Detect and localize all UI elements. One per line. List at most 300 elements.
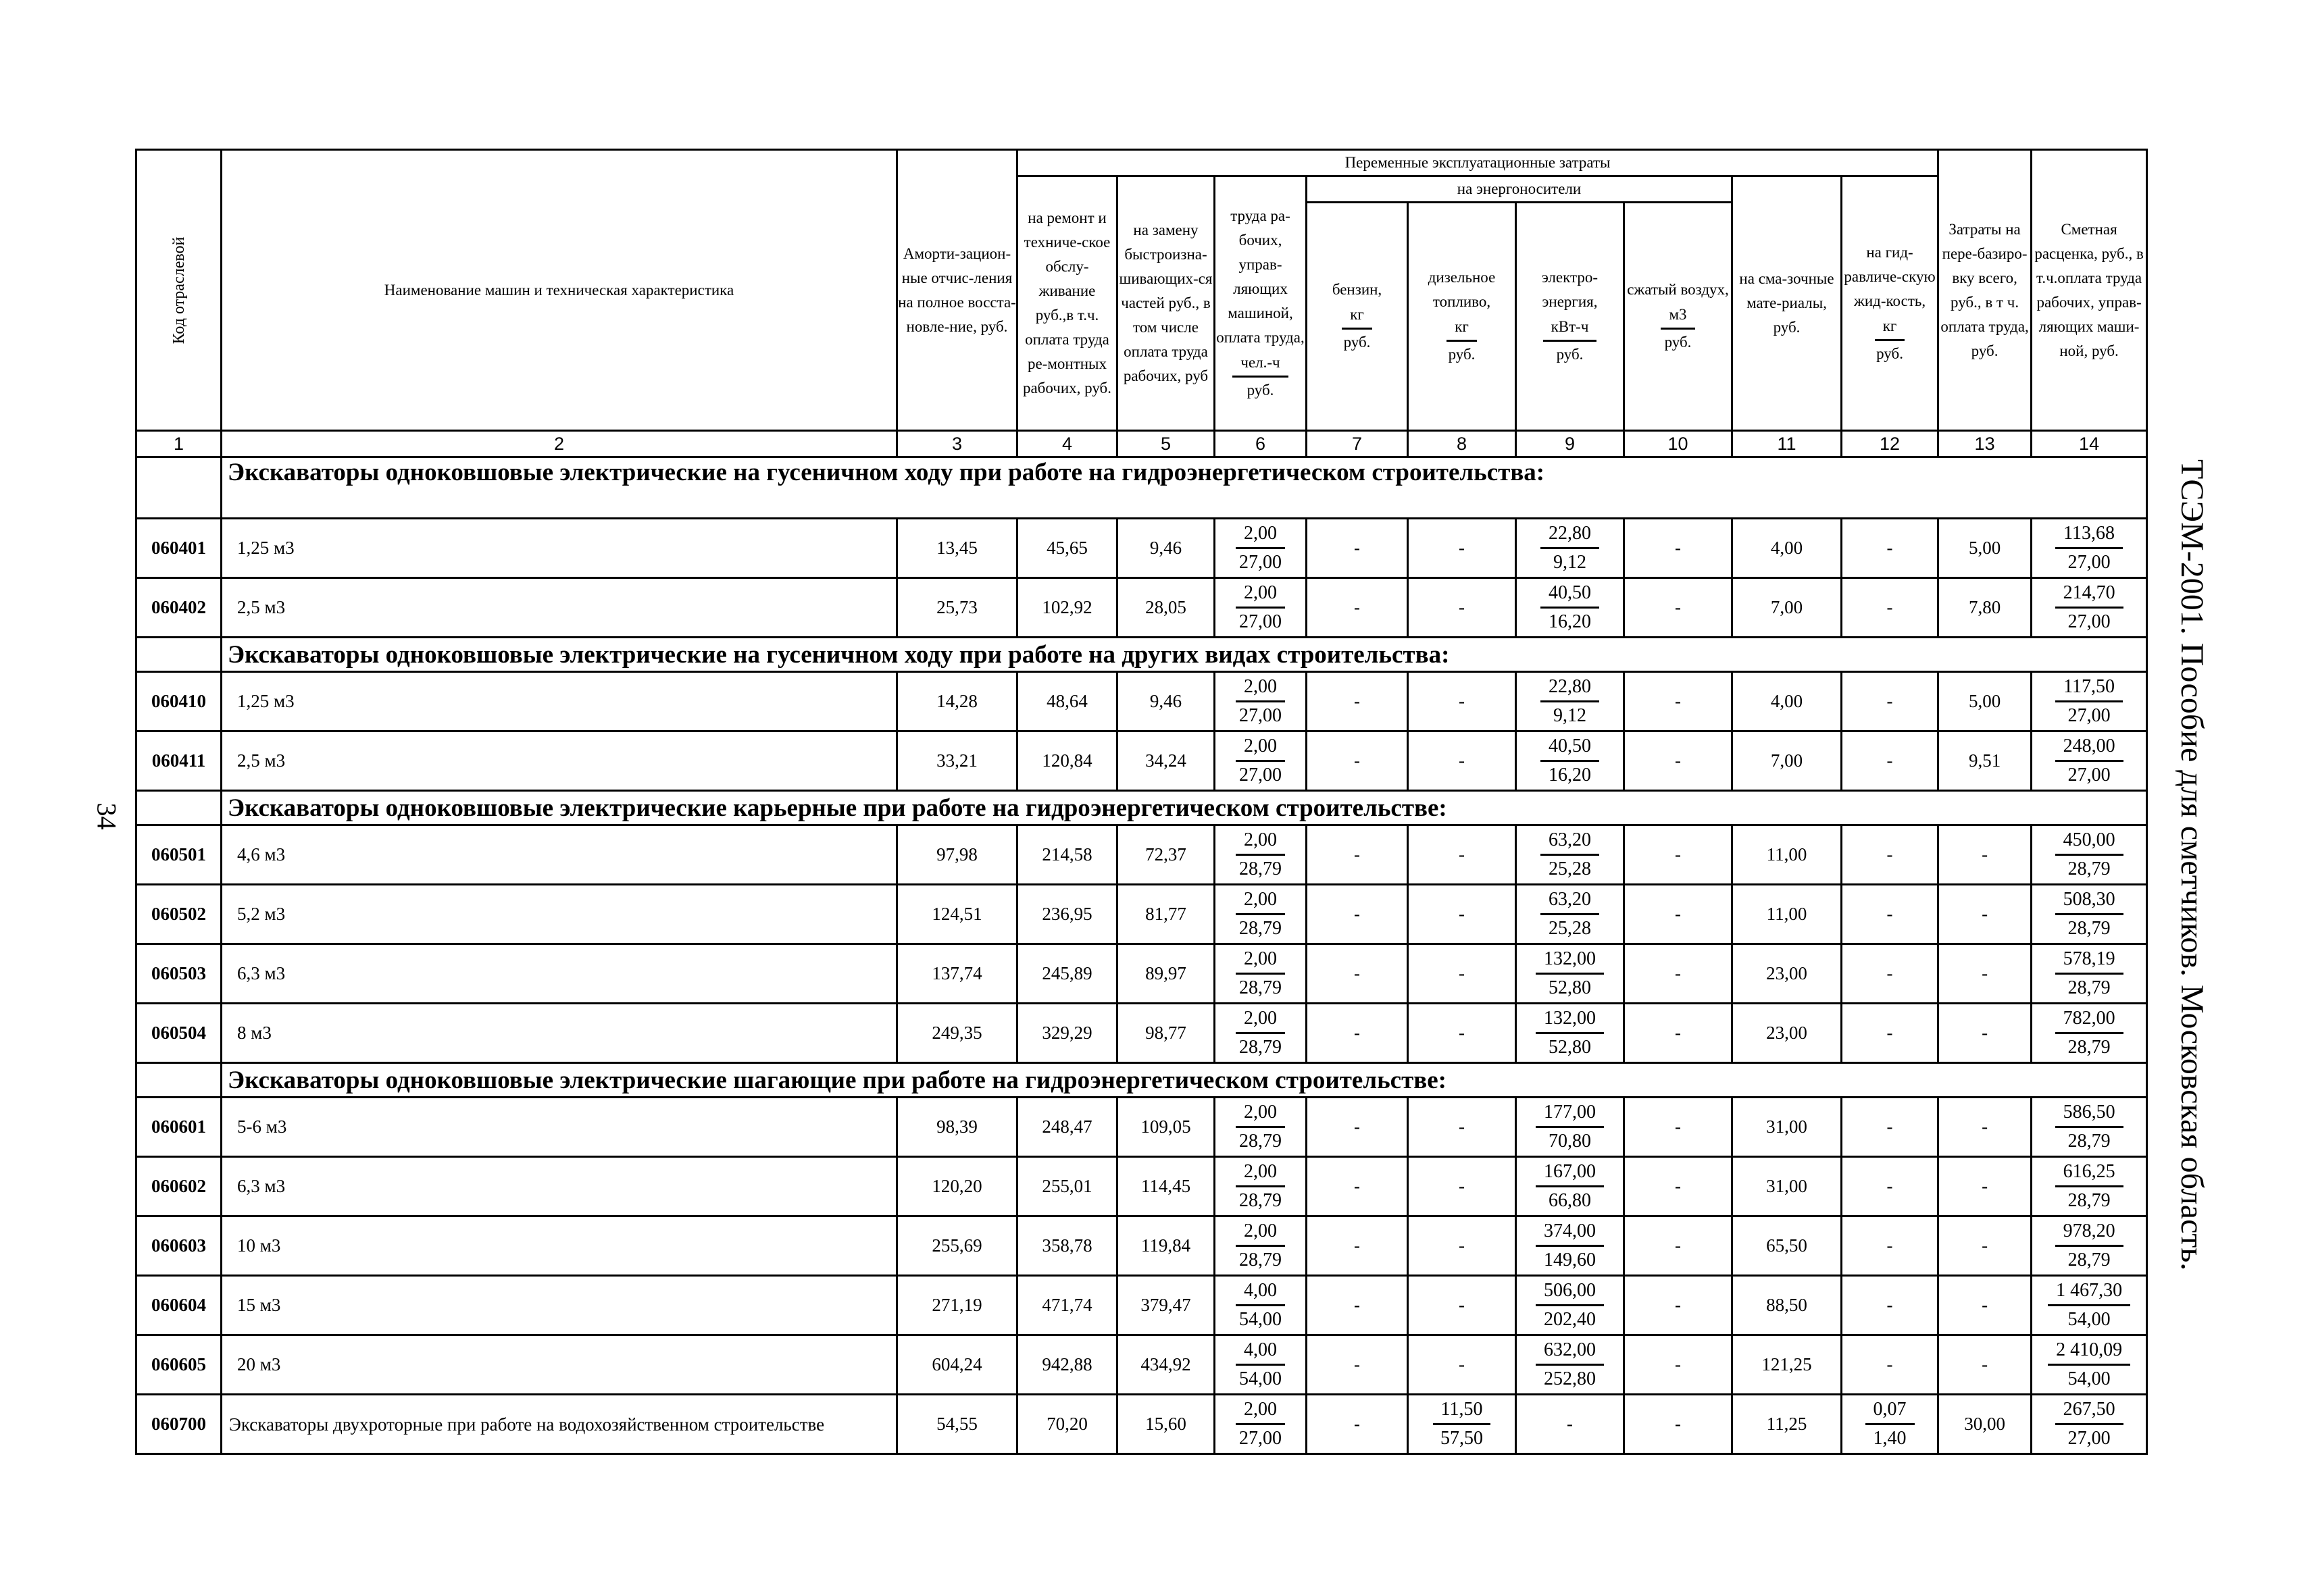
machine-code: 060503 — [136, 944, 222, 1004]
price-value-numerator: 2 410,09 — [2048, 1337, 2130, 1366]
price-value — [2032, 519, 2147, 578]
machine-name: 8 м3 — [222, 1004, 897, 1063]
electricity-value-denominator: 252,80 — [1544, 1368, 1596, 1389]
machine-code: 060605 — [136, 1335, 222, 1395]
machine-name: 20 м3 — [222, 1335, 897, 1395]
relocation-value: 7,80 — [1938, 578, 2032, 638]
section-blank-cell — [136, 457, 222, 519]
price-value — [2032, 1216, 2147, 1276]
labor-value-numerator: 2,00 — [1236, 946, 1285, 975]
lubricant-value: 7,00 — [1732, 578, 1842, 638]
amortization-value: 271,19 — [897, 1276, 1017, 1335]
air-value: - — [1624, 1395, 1732, 1454]
header-hydro — [1842, 176, 1938, 431]
amortization-value: 249,35 — [897, 1004, 1017, 1063]
machine-name: 2,5 м3 — [222, 578, 897, 638]
col-number: 12 — [1842, 431, 1938, 457]
electricity-value — [1516, 672, 1624, 731]
replace-parts-value: 98,77 — [1117, 1004, 1215, 1063]
labor-value-numerator: 2,00 — [1236, 886, 1285, 915]
electricity-value-numerator: 506,00 — [1536, 1277, 1604, 1306]
labor-value — [1215, 731, 1307, 791]
petrol-value: - — [1307, 1276, 1408, 1335]
labor-value-denominator: 28,79 — [1239, 1037, 1282, 1058]
price-value — [2032, 1335, 2147, 1395]
header-labor-text: труда ра-бочих, управ-ляющих машиной, оплата труда, — [1216, 207, 1305, 346]
labor-value-denominator: 28,79 — [1239, 977, 1282, 998]
amortization-value: 13,45 — [897, 519, 1017, 578]
section-title: Экскаваторы одноковшовые электрические карьерные при работе на гидроэнергетическом строительстве: — [222, 791, 2147, 825]
replace-parts-value: 379,47 — [1117, 1276, 1215, 1335]
air-value: - — [1624, 825, 1732, 885]
electricity-value-numerator: 374,00 — [1536, 1218, 1604, 1247]
price-value — [2032, 1276, 2147, 1335]
table-row — [136, 885, 2147, 944]
diesel-value: - — [1408, 578, 1516, 638]
price-value — [2032, 672, 2147, 731]
labor-value — [1215, 1276, 1307, 1335]
price-value-numerator: 214,70 — [2055, 580, 2123, 609]
relocation-value: - — [1938, 1098, 2032, 1157]
air-value: - — [1624, 1216, 1732, 1276]
lubricant-value: 65,50 — [1732, 1216, 1842, 1276]
relocation-value: - — [1938, 1276, 2032, 1335]
hydraulic-fluid-value-numerator: 0,07 — [1865, 1396, 1915, 1425]
header-air — [1624, 203, 1732, 431]
labor-value-denominator: 27,00 — [1239, 705, 1282, 726]
header-hydro-den: руб. — [1876, 344, 1903, 362]
relocation-value: - — [1938, 825, 2032, 885]
electricity-value — [1516, 731, 1624, 791]
petrol-value: - — [1307, 578, 1408, 638]
labor-value — [1215, 944, 1307, 1004]
header-replace: на замену быстроизна-шивающих-ся частей руб., в том числе оплата труда рабочих, руб — [1117, 176, 1215, 431]
header-diesel-den: руб. — [1448, 346, 1476, 363]
price-value-numerator: 578,19 — [2055, 946, 2123, 975]
electricity-value-denominator: 66,80 — [1549, 1190, 1591, 1211]
relocation-value: - — [1938, 1004, 2032, 1063]
relocation-value: - — [1938, 1216, 2032, 1276]
lubricant-value: 23,00 — [1732, 944, 1842, 1004]
repair-value: 102,92 — [1017, 578, 1117, 638]
labor-value-numerator: 2,00 — [1236, 673, 1285, 702]
price-value-denominator: 28,79 — [2067, 977, 2111, 998]
electricity-value-denominator: 202,40 — [1544, 1309, 1596, 1330]
labor-value — [1215, 1335, 1307, 1395]
machine-name: Экскаваторы двухроторные при работе на водохозяйственном строительстве — [222, 1395, 897, 1454]
electricity-value-numerator: 132,00 — [1536, 1005, 1604, 1034]
machine-code: 060401 — [136, 519, 222, 578]
table-row — [136, 672, 2147, 731]
col-number: 4 — [1017, 431, 1117, 457]
relocation-value: - — [1938, 1157, 2032, 1216]
amortization-value: 120,20 — [897, 1157, 1017, 1216]
labor-value-numerator: 2,00 — [1236, 580, 1285, 609]
header-energy-group: на энергоносители — [1307, 176, 1732, 203]
electricity-value-numerator: 167,00 — [1536, 1158, 1604, 1187]
col-number: 5 — [1117, 431, 1215, 457]
diesel-value: - — [1408, 1276, 1516, 1335]
price-value-denominator: 27,00 — [2067, 1428, 2111, 1449]
petrol-value: - — [1307, 885, 1408, 944]
repair-value: 329,29 — [1017, 1004, 1117, 1063]
col-number: 11 — [1732, 431, 1842, 457]
labor-value-numerator: 4,00 — [1236, 1277, 1285, 1306]
replace-parts-value: 109,05 — [1117, 1098, 1215, 1157]
header-amort: Аморти-зацион-ные отчис-ления на полное восста-новле-ние, руб. — [897, 150, 1017, 431]
hydraulic-fluid-value: - — [1842, 1004, 1938, 1063]
electricity-value-numerator: 177,00 — [1536, 1099, 1604, 1128]
col-number: 8 — [1408, 431, 1516, 457]
machine-code: 060410 — [136, 672, 222, 731]
labor-value — [1215, 1004, 1307, 1063]
amortization-value: 255,69 — [897, 1216, 1017, 1276]
price-value-numerator: 616,25 — [2055, 1158, 2123, 1187]
price-value-denominator: 28,79 — [2067, 918, 2111, 939]
machine-name: 4,6 м3 — [222, 825, 897, 885]
header-price: Сметная расценка, руб., в т.ч.оплата труда рабочих, управ-ляющих маши- ной, руб. — [2032, 150, 2147, 431]
air-value: - — [1624, 944, 1732, 1004]
lubricant-value: 11,25 — [1732, 1395, 1842, 1454]
petrol-value: - — [1307, 1216, 1408, 1276]
hydraulic-fluid-value: - — [1842, 825, 1938, 885]
electricity-value-denominator: 25,28 — [1549, 858, 1591, 879]
header-labor-den: руб. — [1247, 381, 1274, 398]
petrol-value: - — [1307, 1395, 1408, 1454]
diesel-value: - — [1408, 1004, 1516, 1063]
electricity-value-denominator: 52,80 — [1549, 1037, 1591, 1058]
lubricant-value: 88,50 — [1732, 1276, 1842, 1335]
price-value-denominator: 28,79 — [2067, 1250, 2111, 1270]
petrol-value: - — [1307, 519, 1408, 578]
section-title: Экскаваторы одноковшовые электрические на гусеничном ходу при работе на других видах строительства: — [222, 638, 2147, 672]
labor-value — [1215, 1395, 1307, 1454]
price-value — [2032, 1004, 2147, 1063]
price-value-numerator: 782,00 — [2055, 1005, 2123, 1034]
hydraulic-fluid-value: - — [1842, 885, 1938, 944]
hydraulic-fluid-value: - — [1842, 1335, 1938, 1395]
petrol-value: - — [1307, 1157, 1408, 1216]
amortization-value: 604,24 — [897, 1335, 1017, 1395]
machine-code: 060504 — [136, 1004, 222, 1063]
electricity-value-denominator: 149,60 — [1544, 1250, 1596, 1270]
replace-parts-value: 9,46 — [1117, 519, 1215, 578]
labor-value-numerator: 2,00 — [1236, 1218, 1285, 1247]
header-variable-group: Переменные эксплуатационные затраты — [1017, 150, 1938, 176]
labor-value-denominator: 27,00 — [1239, 1428, 1282, 1449]
header-electricity — [1516, 203, 1624, 431]
price-value — [2032, 1157, 2147, 1216]
header-repair: на ремонт и техниче-ское обслу-живание руб.,в т.ч. оплата труда ре-монтных рабочих, руб. — [1017, 176, 1117, 431]
price-value — [2032, 731, 2147, 791]
header-elec-den: руб. — [1556, 346, 1584, 363]
diesel-value: - — [1408, 1216, 1516, 1276]
electricity-value — [1516, 1004, 1624, 1063]
hydraulic-fluid-value: - — [1842, 731, 1938, 791]
electricity-value-denominator: 9,12 — [1553, 552, 1586, 573]
replace-parts-value: 114,45 — [1117, 1157, 1215, 1216]
section-title: Экскаваторы одноковшовые электрические шагающие при работе на гидроэнергетическом строительстве: — [222, 1063, 2147, 1098]
replace-parts-value: 119,84 — [1117, 1216, 1215, 1276]
diesel-value: - — [1408, 519, 1516, 578]
price-value-denominator: 28,79 — [2067, 1037, 2111, 1058]
header-lube: на сма-зочные мате-риалы, руб. — [1732, 176, 1842, 431]
table-row — [136, 731, 2147, 791]
air-value: - — [1624, 1098, 1732, 1157]
electricity-value — [1516, 1335, 1624, 1395]
air-value: - — [1624, 519, 1732, 578]
header-name: Наименование машин и техническая характеристика — [222, 150, 897, 431]
price-value-numerator: 978,20 — [2055, 1218, 2123, 1247]
repair-value: 255,01 — [1017, 1157, 1117, 1216]
diesel-value: - — [1408, 885, 1516, 944]
section-title: Экскаваторы одноковшовые электрические на гусеничном ходу при работе на гидроэнергетическом строительства: — [222, 457, 2147, 519]
col-number: 1 — [136, 431, 222, 457]
table-row — [136, 1004, 2147, 1063]
electricity-value — [1516, 1098, 1624, 1157]
table-row — [136, 1276, 2147, 1335]
air-value: - — [1624, 1004, 1732, 1063]
diesel-value: - — [1408, 1157, 1516, 1216]
labor-value-numerator: 2,00 — [1236, 1158, 1285, 1187]
petrol-value: - — [1307, 944, 1408, 1004]
diesel-value — [1408, 1395, 1516, 1454]
section-header-row — [136, 638, 2147, 672]
replace-parts-value: 28,05 — [1117, 578, 1215, 638]
price-value — [2032, 1395, 2147, 1454]
labor-value-denominator: 27,00 — [1239, 552, 1282, 573]
header-code-label: Код отраслевой — [170, 236, 188, 344]
petrol-value: - — [1307, 1335, 1408, 1395]
machine-code: 060402 — [136, 578, 222, 638]
lubricant-value: 121,25 — [1732, 1335, 1842, 1395]
table-row — [136, 825, 2147, 885]
air-value: - — [1624, 885, 1732, 944]
section-header-row — [136, 457, 2147, 519]
labor-value-numerator: 2,00 — [1236, 827, 1285, 856]
air-value: - — [1624, 672, 1732, 731]
labor-value — [1215, 1157, 1307, 1216]
repair-value: 248,47 — [1017, 1098, 1117, 1157]
price-value-numerator: 586,50 — [2055, 1099, 2123, 1128]
hydraulic-fluid-value — [1842, 1395, 1938, 1454]
table-row — [136, 1098, 2147, 1157]
header-elec-text: электро-энергия, — [1541, 269, 1598, 310]
diesel-value: - — [1408, 731, 1516, 791]
amortization-value: 54,55 — [897, 1395, 1017, 1454]
lubricant-value: 23,00 — [1732, 1004, 1842, 1063]
header-diesel — [1408, 203, 1516, 431]
repair-value: 236,95 — [1017, 885, 1117, 944]
labor-value-denominator: 28,79 — [1239, 1190, 1282, 1211]
col-number: 3 — [897, 431, 1017, 457]
price-value-denominator: 28,79 — [2067, 1131, 2111, 1152]
header-petrol-text: бензин, — [1332, 281, 1382, 298]
hydraulic-fluid-value: - — [1842, 1098, 1938, 1157]
labor-value-numerator: 4,00 — [1236, 1337, 1285, 1366]
electricity-value-denominator: 70,80 — [1549, 1131, 1591, 1152]
price-value-numerator: 450,00 — [2055, 827, 2123, 856]
price-value — [2032, 578, 2147, 638]
hydraulic-fluid-value: - — [1842, 1157, 1938, 1216]
electricity-value-numerator: 63,20 — [1540, 827, 1599, 856]
diesel-value: - — [1408, 1335, 1516, 1395]
diesel-value: - — [1408, 1098, 1516, 1157]
relocation-value: 5,00 — [1938, 672, 2032, 731]
price-value-denominator: 27,00 — [2067, 765, 2111, 786]
air-value: - — [1624, 578, 1732, 638]
relocation-value: - — [1938, 944, 2032, 1004]
price-value — [2032, 944, 2147, 1004]
lubricant-value: 4,00 — [1732, 672, 1842, 731]
labor-value — [1215, 885, 1307, 944]
hydraulic-fluid-value: - — [1842, 578, 1938, 638]
electricity-value: - — [1516, 1395, 1624, 1454]
labor-value-denominator: 27,00 — [1239, 611, 1282, 632]
header-elec-num: кВт-ч — [1543, 314, 1597, 342]
price-value — [2032, 885, 2147, 944]
table-body — [136, 457, 2147, 1454]
labor-value-denominator: 27,00 — [1239, 765, 1282, 786]
replace-parts-value: 89,97 — [1117, 944, 1215, 1004]
amortization-value: 98,39 — [897, 1098, 1017, 1157]
header-hydro-num: кг — [1875, 313, 1905, 341]
petrol-value: - — [1307, 731, 1408, 791]
air-value: - — [1624, 1276, 1732, 1335]
lubricant-value: 31,00 — [1732, 1098, 1842, 1157]
col-number: 9 — [1516, 431, 1624, 457]
relocation-value: 5,00 — [1938, 519, 2032, 578]
machine-name: 15 м3 — [222, 1276, 897, 1335]
replace-parts-value: 72,37 — [1117, 825, 1215, 885]
table-row — [136, 1395, 2147, 1454]
diesel-value-numerator: 11,50 — [1433, 1396, 1491, 1425]
price-value — [2032, 1098, 2147, 1157]
amortization-value: 124,51 — [897, 885, 1017, 944]
col-number: 13 — [1938, 431, 2032, 457]
electricity-value-numerator: 132,00 — [1536, 946, 1604, 975]
machine-name: 1,25 м3 — [222, 519, 897, 578]
labor-value — [1215, 672, 1307, 731]
table-row — [136, 519, 2147, 578]
electricity-value-numerator: 63,20 — [1540, 886, 1599, 915]
table-row — [136, 1157, 2147, 1216]
price-value-denominator: 27,00 — [2067, 611, 2111, 632]
electricity-value — [1516, 885, 1624, 944]
price-value-denominator: 54,00 — [2067, 1368, 2111, 1389]
labor-value-numerator: 2,00 — [1236, 1005, 1285, 1034]
electricity-value-numerator: 40,50 — [1540, 733, 1599, 762]
price-value-denominator: 28,79 — [2067, 858, 2111, 879]
labor-value-denominator: 54,00 — [1239, 1309, 1282, 1330]
labor-value-denominator: 28,79 — [1239, 918, 1282, 939]
header-petrol-num: кг — [1342, 302, 1372, 330]
relocation-value: 9,51 — [1938, 731, 2032, 791]
machine-name: 5,2 м3 — [222, 885, 897, 944]
repair-value: 942,88 — [1017, 1335, 1117, 1395]
price-value-numerator: 1 467,30 — [2048, 1277, 2130, 1306]
page-number: 34 — [91, 802, 122, 830]
diesel-value-denominator: 57,50 — [1440, 1428, 1483, 1449]
section-header-row — [136, 791, 2147, 825]
labor-value-denominator: 28,79 — [1239, 1250, 1282, 1270]
table-row — [136, 1216, 2147, 1276]
electricity-value-denominator: 16,20 — [1549, 611, 1591, 632]
repair-value: 358,78 — [1017, 1216, 1117, 1276]
header-hydro-text: на гид-равличе-скую жид-кость, — [1844, 243, 1936, 309]
header-labor-num: чел.-ч — [1232, 350, 1288, 378]
lubricant-value: 7,00 — [1732, 731, 1842, 791]
machine-name: 5-6 м3 — [222, 1098, 897, 1157]
relocation-value: 30,00 — [1938, 1395, 2032, 1454]
header-labor — [1215, 176, 1307, 431]
diesel-value: - — [1408, 825, 1516, 885]
machine-name: 6,3 м3 — [222, 944, 897, 1004]
price-value-denominator: 27,00 — [2067, 705, 2111, 726]
price-value-numerator: 117,50 — [2055, 673, 2123, 702]
diesel-value: - — [1408, 944, 1516, 1004]
col-number: 14 — [2032, 431, 2147, 457]
section-blank-cell — [136, 638, 222, 672]
side-title: ТСЭМ-2001. Пособие для сметчиков. Московская область. — [2174, 459, 2210, 1271]
machine-code: 060601 — [136, 1098, 222, 1157]
relocation-value: - — [1938, 1335, 2032, 1395]
table-header — [136, 150, 2147, 457]
labor-value-numerator: 2,00 — [1236, 1396, 1285, 1425]
machine-name: 2,5 м3 — [222, 731, 897, 791]
relocation-value: - — [1938, 885, 2032, 944]
electricity-value — [1516, 944, 1624, 1004]
machine-code: 060603 — [136, 1216, 222, 1276]
machine-code: 060411 — [136, 731, 222, 791]
labor-value-denominator: 54,00 — [1239, 1368, 1282, 1389]
price-value-denominator: 54,00 — [2067, 1309, 2111, 1330]
replace-parts-value: 434,92 — [1117, 1335, 1215, 1395]
price-value-denominator: 28,79 — [2067, 1190, 2111, 1211]
hydraulic-fluid-value: - — [1842, 944, 1938, 1004]
petrol-value: - — [1307, 1098, 1408, 1157]
lubricant-value: 11,00 — [1732, 885, 1842, 944]
section-header-row — [136, 1063, 2147, 1098]
price-table-sheet — [135, 149, 2146, 1455]
repair-value: 48,64 — [1017, 672, 1117, 731]
header-air-den: руб. — [1664, 334, 1692, 351]
labor-value — [1215, 578, 1307, 638]
hydraulic-fluid-value: - — [1842, 1216, 1938, 1276]
amortization-value: 14,28 — [897, 672, 1017, 731]
electricity-value — [1516, 519, 1624, 578]
column-numbers-row — [136, 431, 2147, 457]
price-value-numerator: 248,00 — [2055, 733, 2123, 762]
electricity-value — [1516, 1216, 1624, 1276]
price-value-numerator: 267,50 — [2055, 1396, 2123, 1425]
table-row — [136, 1335, 2147, 1395]
electricity-value-numerator: 632,00 — [1536, 1337, 1604, 1366]
machine-code: 060501 — [136, 825, 222, 885]
header-diesel-num: кг — [1447, 314, 1477, 342]
hydraulic-fluid-value-denominator: 1,40 — [1873, 1428, 1907, 1449]
electricity-value-numerator: 40,50 — [1540, 580, 1599, 609]
header-relocation: Затраты на пере-базиро-вку всего, руб., в т ч. оплата труда, руб. — [1938, 150, 2032, 431]
header-petrol-den: руб. — [1343, 334, 1371, 351]
amortization-value: 137,74 — [897, 944, 1017, 1004]
col-number: 6 — [1215, 431, 1307, 457]
section-blank-cell — [136, 1063, 222, 1098]
amortization-value: 97,98 — [897, 825, 1017, 885]
petrol-value: - — [1307, 1004, 1408, 1063]
col-number: 7 — [1307, 431, 1408, 457]
air-value: - — [1624, 731, 1732, 791]
